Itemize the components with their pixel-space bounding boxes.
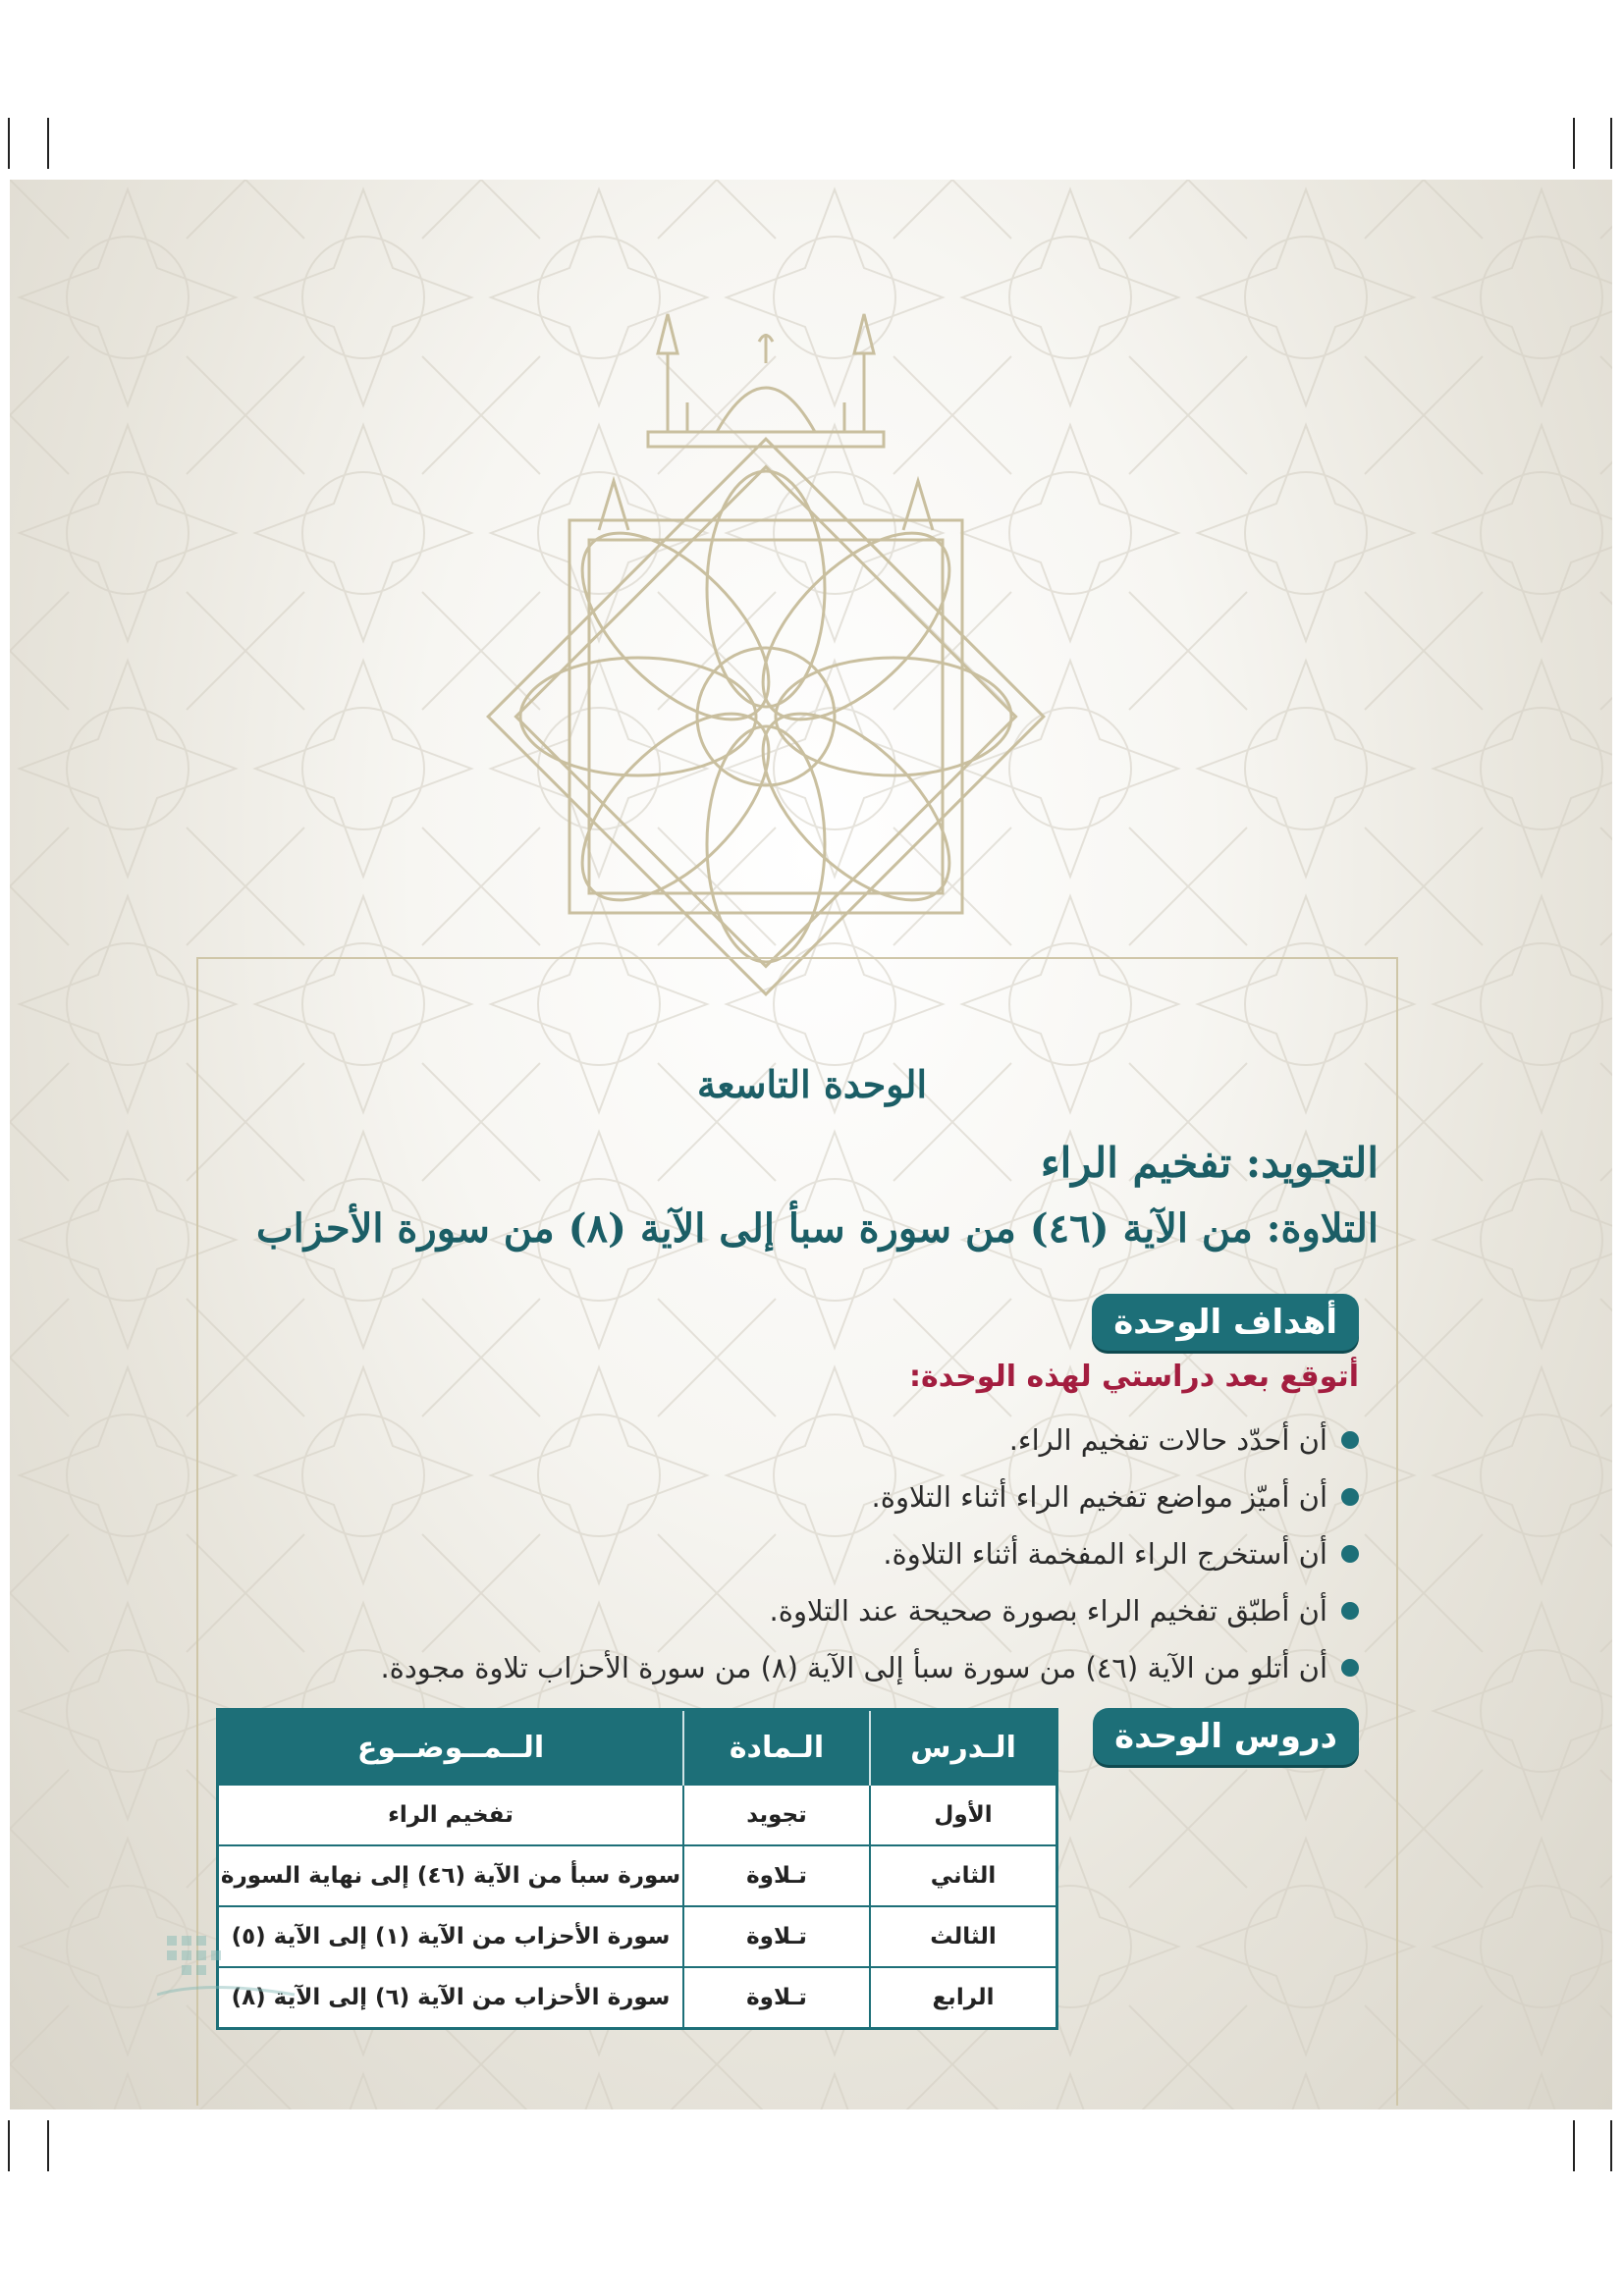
cell-topic: تفخيم الراء [218,1785,684,1845]
crop-mark [1610,2120,1612,2171]
crop-mark [47,118,49,169]
goals-intro: أتوقع بعد دراستي لهذه الوحدة: [909,1360,1359,1394]
table-header-row [218,1710,1057,1786]
list-item [380,1414,1361,1470]
table-row [218,1785,1057,1845]
table-row [218,1967,1057,2029]
goal-text: أن أحدّد حالات تفخيم الراء. [1008,1423,1327,1457]
cell-lesson: الأول [870,1785,1057,1845]
cell-lesson: الثاني [870,1845,1057,1906]
crop-mark [1573,2120,1575,2171]
crop-mark [8,2120,10,2171]
mosque-star-ornament-icon [422,236,1110,1080]
cell-subject: تـلاوة [683,1906,870,1967]
crop-mark [47,2120,49,2171]
table-row [218,1845,1057,1906]
bullet-icon [1341,1431,1359,1449]
crop-mark [8,118,10,169]
lessons-table [216,1708,1058,2030]
table-row [218,1906,1057,1967]
goals-heading: أهداف الوحدة [1092,1294,1359,1351]
list-item [380,1527,1361,1584]
column-header-lesson: الـدرس [870,1710,1057,1786]
bullet-icon [1341,1602,1359,1620]
cell-subject: تـلاوة [683,1967,870,2029]
cell-subject: تجويد [683,1785,870,1845]
crop-mark [1610,118,1612,169]
bullet-icon [1341,1488,1359,1506]
ministry-logo-icon [147,1926,304,2014]
goals-list [380,1414,1361,1698]
bullet-icon [1341,1659,1359,1677]
crop-mark [1573,118,1575,169]
cell-lesson: الرابع [870,1967,1057,2029]
cell-lesson: الثالث [870,1906,1057,1967]
tajweed-title: التجويد: تفخيم الراء [1040,1139,1379,1187]
unit-label: الوحدة التاسعة [696,1062,928,1106]
bullet-icon [1341,1545,1359,1563]
cell-topic: سورة الأحزاب من الآية (٦) إلى الآية (٨) [218,1967,684,2029]
column-header-subject: الـمادة [683,1710,870,1786]
goal-text: أن أستخرج الراء المفخمة أثناء التلاوة. [883,1537,1327,1571]
lessons-heading: دروس الوحدة [1093,1708,1359,1765]
goal-text: أن أميّز مواضع تفخيم الراء أثناء التلاوة. [871,1480,1327,1514]
tilawa-title: التلاوة: من الآية (٤٦) من سورة سبأ إلى الآية (٨) من سورة الأحزاب [256,1205,1379,1252]
cell-topic: سورة الأحزاب من الآية (١) إلى الآية (٥) [218,1906,684,1967]
goal-text: أن أتلو من الآية (٤٦) من سورة سبأ إلى الآية (٨) من سورة الأحزاب تلاوة مجودة. [380,1651,1327,1684]
cell-topic: سورة سبأ من الآية (٤٦) إلى نهاية السورة [218,1845,684,1906]
list-item [380,1641,1361,1698]
goal-text: أن أطبّق تفخيم الراء بصورة صحيحة عند التلاوة. [769,1594,1327,1628]
cell-subject: تـلاوة [683,1845,870,1906]
list-item [380,1584,1361,1641]
column-header-topic: الــمــوضــوع [218,1710,684,1786]
list-item [380,1470,1361,1527]
